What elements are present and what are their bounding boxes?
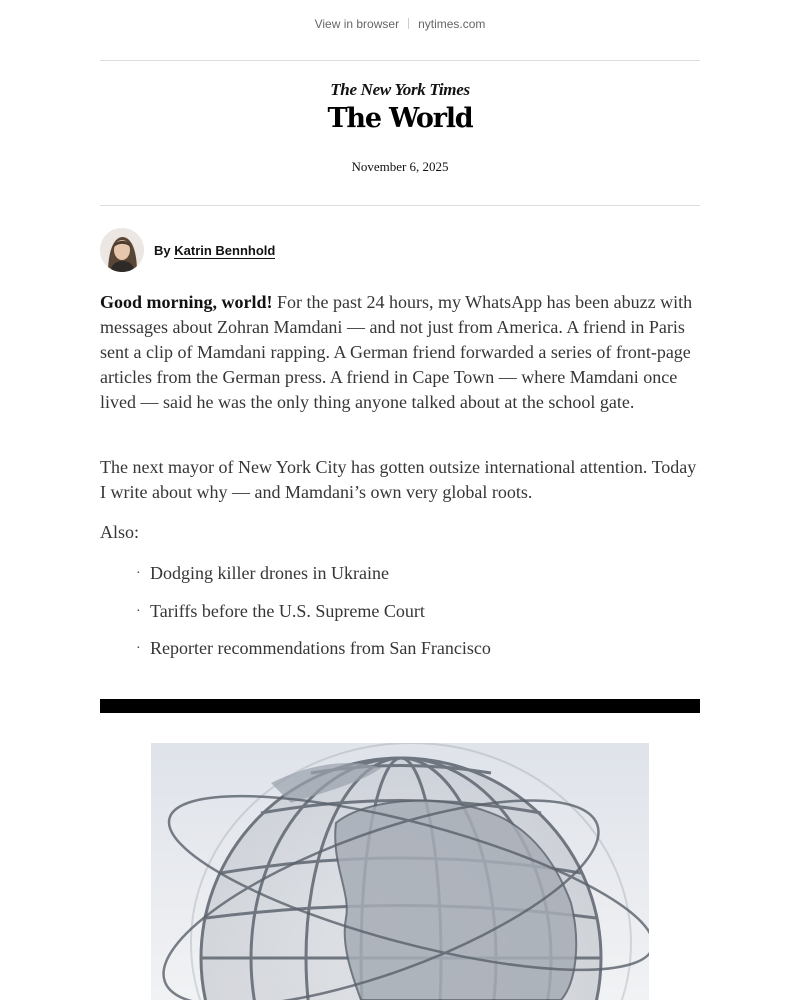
also-label: Also: <box>100 522 140 542</box>
view-in-browser-link[interactable]: View in browser <box>314 17 400 31</box>
bullet-icon: · <box>136 566 141 581</box>
bullet-icon: · <box>136 603 141 619</box>
list-item-text: Dodging killer drones in Ukraine <box>150 563 389 583</box>
bullet-icon: · <box>136 641 141 656</box>
byline-text <box>154 243 275 258</box>
second-paragraph: The next mayor of New York City has gotten outsize international attention. Today I write about why — and Mamdani’s own very global roots. <box>100 457 697 502</box>
list-item <box>136 561 696 599</box>
header-divider <box>100 205 700 206</box>
greeting: Good morning, world! <box>100 292 273 312</box>
intro-paragraph <box>100 290 702 415</box>
nytimes-link[interactable]: nytimes.com <box>418 17 486 31</box>
list-item <box>136 599 696 637</box>
unisphere-globe-icon <box>151 743 649 1000</box>
author-avatar[interactable] <box>100 228 144 272</box>
top-divider <box>100 60 700 61</box>
masthead <box>0 80 800 136</box>
author-portrait-icon <box>100 228 144 272</box>
nyt-logo[interactable]: The New York Times <box>330 80 470 99</box>
list-item <box>136 636 696 674</box>
byline-prefix: By <box>154 242 171 258</box>
byline <box>100 228 275 272</box>
link-divider <box>408 18 409 29</box>
list-item-text: Reporter recommendations from San Francisco <box>150 638 491 658</box>
issue-date: November 6, 2025 <box>351 159 449 174</box>
author-link[interactable]: Katrin Bennhold <box>174 242 276 258</box>
intro-text: For the past 24 hours, my WhatsApp has been abuzz with messages about Zohran Mamdani — and not just from America. A friend in Paris sent a clip of Mamdani rapping. A German friend forwarded a series of front-page articles from the German press. A friend in Cape Town — where Mamdani once lived — said he was the only thing anyone talked about at the school gate. <box>100 292 693 412</box>
section-divider-bar <box>100 699 700 713</box>
list-item-text: Tariffs before the U.S. Supreme Court <box>150 600 425 621</box>
hero-image[interactable] <box>151 743 649 1000</box>
top-links <box>0 17 800 31</box>
also-list <box>136 561 696 674</box>
newsletter-title: The World <box>327 103 473 134</box>
